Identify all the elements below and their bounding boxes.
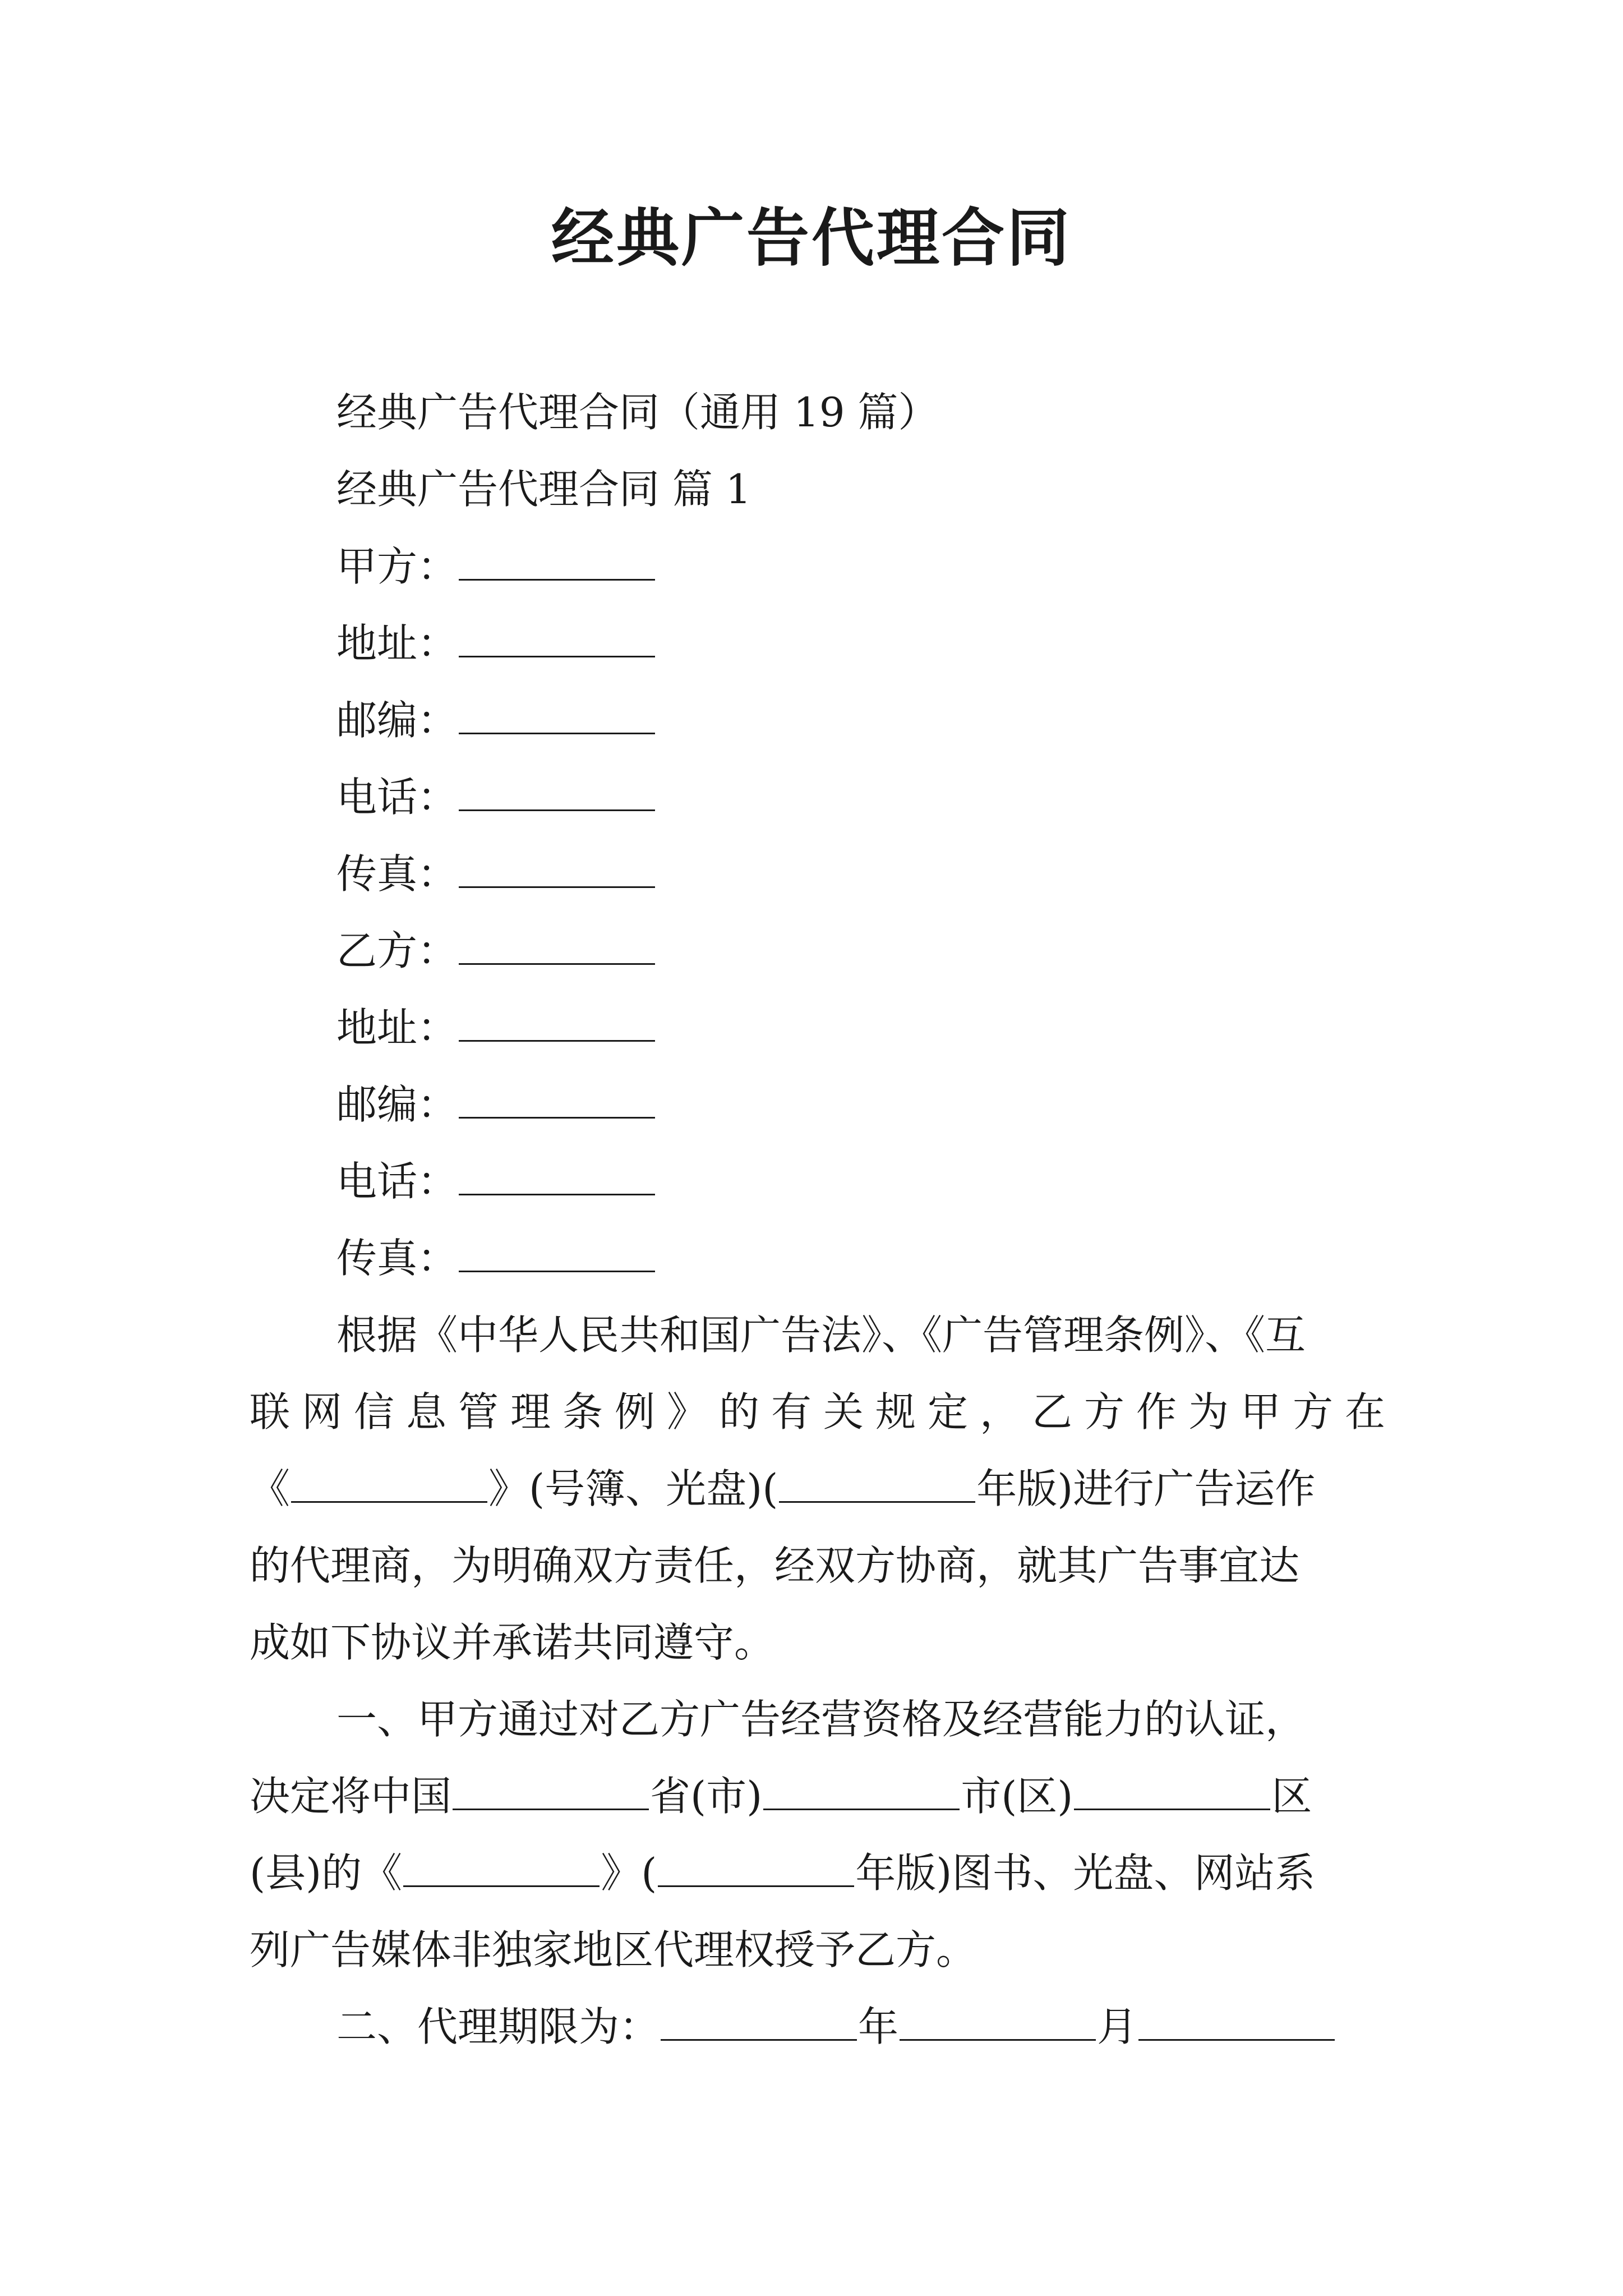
text-segment: 年版)进行广告运作 [976,1465,1316,1512]
fill-blank [459,1160,655,1195]
intro-line-1: 根据《中华人民共和国广告法》、《广告管理条例》、《互 [336,1312,1306,1359]
party-a-postcode-field [336,692,656,748]
field-label: 地址： [336,1004,458,1051]
text-segment: 区 [1271,1773,1312,1820]
fill-blank [1074,1775,1270,1810]
text-segment: 市(区) [961,1773,1073,1820]
text-segment: 《 [250,1465,291,1512]
text-segment: 》( [601,1849,657,1897]
intro-line-2: 联网信息管理条例》的有关规定，乙方作为甲方在 [250,1388,1385,1435]
field-label: 甲方： [336,543,458,590]
fill-blank [661,2005,857,2041]
fill-blank [459,1083,655,1119]
text-segment: 年 [858,2003,899,2050]
field-label: 乙方： [336,927,458,974]
intro-line-3 [250,1461,1385,1517]
clause1-line-2 [250,1768,1385,1824]
fill-blank [763,1775,960,1810]
fill-blank [453,1775,649,1810]
fill-blank [1138,2005,1335,2041]
clause1-line-1: 一、甲方通过对乙方广告经营资格及经营能力的认证， [336,1696,1306,1743]
party-b-postcode-field [336,1076,656,1133]
fill-blank [658,1852,854,1887]
field-label: 传真： [336,1235,458,1282]
text-segment: 省(市) [650,1773,763,1820]
fill-blank [779,1467,975,1503]
party-b-address-field [336,1000,656,1056]
clause1-line-3 [250,1845,1385,1901]
fill-blank [459,776,655,811]
text-segment: 年版)图书、光盘、网站系 [855,1849,1316,1897]
clause2-line-1 [336,1999,1336,2055]
fill-blank [403,1852,600,1887]
fill-blank [459,853,655,888]
text-segment: 月 [1097,2003,1138,2050]
field-label: 电话： [336,1158,458,1205]
fill-blank [459,1237,655,1272]
text-segment: (县)的《 [250,1849,403,1897]
party-a-name-field [336,539,656,595]
field-label: 电话： [336,774,458,821]
fill-blank [459,622,655,657]
fill-blank [459,545,655,581]
fill-blank [459,930,655,965]
fill-blank [459,699,655,734]
field-label: 邮编： [336,1081,458,1128]
intro-line-4: 的代理商，为明确双方责任，经双方协商，就其广告事宜达 [250,1542,1300,1589]
field-label: 传真： [336,850,458,898]
party-b-fax-field [336,1230,656,1286]
party-b-phone-field [336,1153,656,1209]
intro-line-5: 成如下协议并承诺共同遵守。 [250,1619,775,1666]
clause1-line-4: 列广告媒体非独家地区代理权授予乙方。 [250,1926,977,1973]
document-subtitle: 经典广告代理合同（通用 19 篇） [336,389,939,436]
fill-blank [291,1467,487,1503]
party-a-phone-field [336,769,656,825]
fill-blank [900,2005,1096,2041]
section-heading: 经典广告代理合同 篇 1 [336,466,751,513]
field-label: 邮编： [336,697,458,744]
party-a-fax-field [336,846,656,902]
party-a-address-field [336,615,656,671]
party-b-name-field [336,923,656,979]
document-title: 经典广告代理合同 [551,201,1072,275]
field-label: 地址： [336,620,458,667]
text-segment: 决定将中国 [250,1773,452,1820]
text-segment: 二、代理期限为： [336,2003,660,2050]
text-segment: 》(号簿、光盘)( [488,1465,778,1512]
fill-blank [459,1006,655,1042]
